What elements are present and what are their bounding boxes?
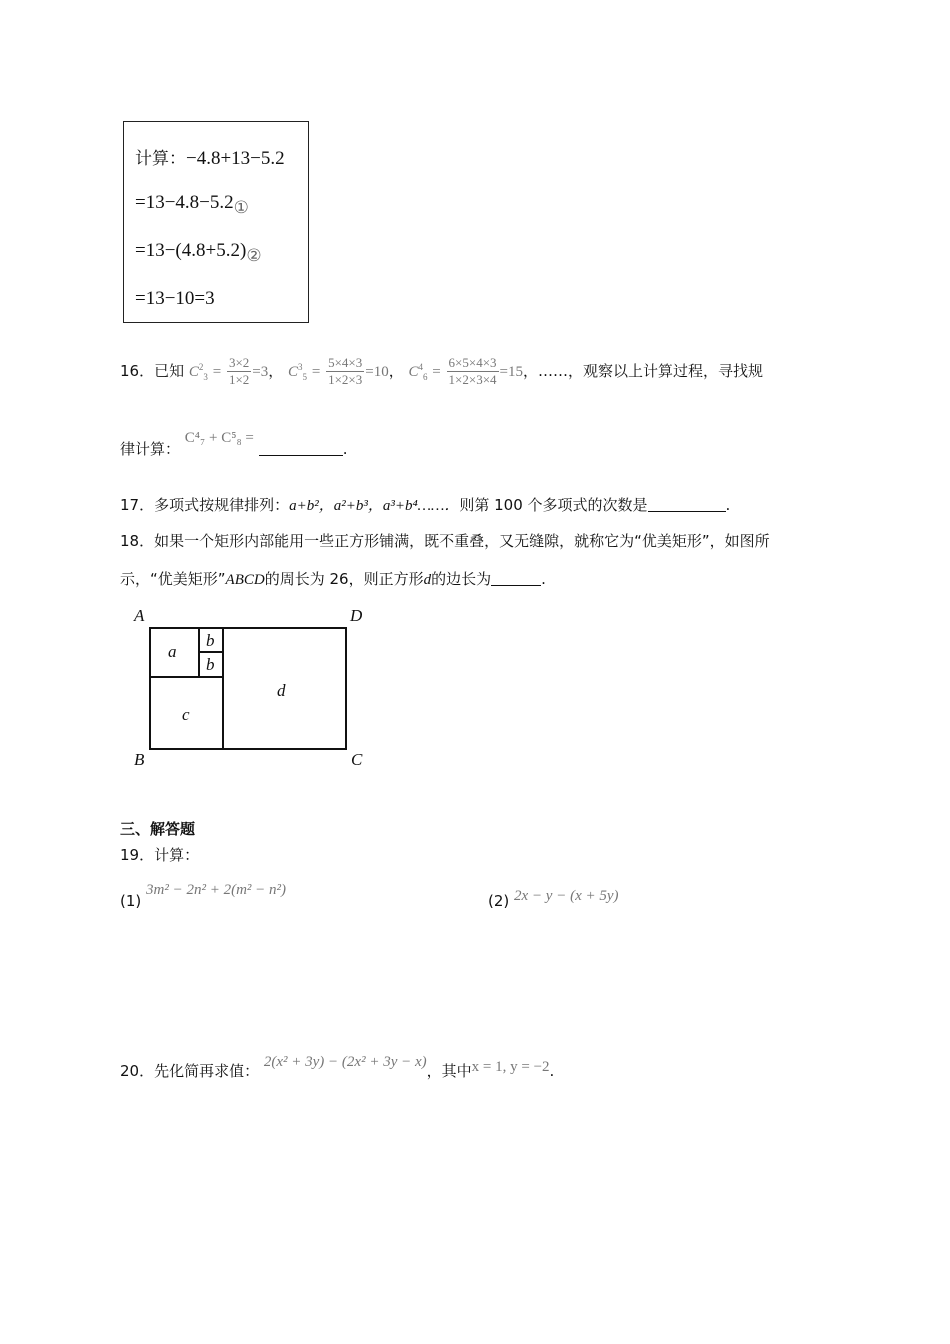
fraction-3: $\frac{6\times 5\times 4\times 3}{1\times 2\times 3\times 4}$	[448, 355, 497, 387]
calculation-box	[123, 121, 309, 323]
comb-c32: $C^2_3$	[188, 362, 208, 382]
label-c: c	[182, 705, 190, 724]
comb-c53: $C^3_5$	[288, 362, 308, 382]
label-b-top: b	[206, 631, 215, 650]
q20-expression: 2(x² + 3y) − (2x² + 3y − x)	[263, 1054, 427, 1070]
answer-blank-17[interactable]	[648, 497, 726, 512]
q16-end: .	[342, 440, 348, 458]
calc-line-1	[135, 144, 285, 170]
calc-line-2	[135, 192, 249, 218]
calc-step-2: =13−(4.8+5.2)	[135, 240, 247, 261]
question-16-line-1: 16．已知 $C^2_3$ = $\frac{3\times 2}{1\times 2}$ =3， $C^3_5$ = $\frac{5\times 4\times 3}{1\times 2\times 3}$ =10， $C^4_6$ = $\frac{6\times 5\times 4\times 3}{1\times 2\times 3\times 4}$ =15，……，观察以上计算过程，寻找规	[120, 355, 764, 387]
label-d: d	[277, 681, 286, 700]
fraction-2: $\frac{5\times 4\times 3}{1\times 2\times 3}$	[328, 355, 363, 387]
section-3-title: 三、解答题	[120, 820, 196, 838]
corner-b: B	[134, 750, 145, 769]
calc-label: 计算：	[135, 149, 186, 169]
q20-mid: ，其中	[426, 1062, 472, 1080]
label-b-bottom: b	[206, 655, 215, 674]
q16-number: 16．	[120, 362, 155, 380]
q16-tail: ，……，观察以上计算过程，寻找规	[523, 362, 764, 380]
q19-p2-label: (2)	[488, 892, 510, 910]
q18-d: d	[423, 572, 432, 588]
q19-p1-label: (1)	[120, 892, 142, 910]
q17-prefix: 17．多项式按规律排列：	[120, 496, 290, 514]
calc-step-3: =13−10=3	[135, 288, 215, 309]
q19-p2-expression: 2x − y − (x + 5y)	[514, 888, 619, 904]
q18-text-b: 的周长为 26，则正方形	[264, 570, 424, 588]
q17-end: .	[725, 496, 731, 514]
fraction-1: $\frac{3\times 2}{1\times 2}$	[228, 355, 250, 387]
question-19-part-1	[120, 882, 287, 911]
q16-line2-prefix: 律计算：	[120, 440, 181, 458]
corner-d: D	[350, 606, 363, 625]
result-2: =10	[365, 364, 389, 380]
calc-line-3	[135, 240, 262, 266]
q18-line-1: 18．如果一个矩形内部能用一些正方形铺满，既不重叠，又无缝隙，就称它为“优美矩形”，如图所	[120, 532, 770, 550]
q17-sequence: a+b²，a²+b³，a³+b⁴……．	[289, 498, 460, 514]
step-marker-1: ①	[233, 198, 249, 218]
result-1: =3	[252, 364, 269, 380]
question-19-title: 19．计算：	[120, 846, 200, 864]
q16-known: 已知	[154, 362, 185, 380]
q18-text-c: 的边长为	[431, 570, 492, 588]
question-19-part-2	[488, 888, 619, 911]
q20-condition: x = 1, y = −2	[471, 1059, 550, 1075]
q20-end: .	[549, 1062, 555, 1080]
q18-end: .	[541, 570, 546, 588]
corner-c: C	[351, 750, 363, 769]
question-20	[120, 1054, 555, 1081]
q20-prefix: 20．先化简再求值：	[120, 1062, 260, 1080]
calc-step-1: =13−4.8−5.2	[135, 192, 234, 213]
comb-c64: $C^4_6$	[408, 362, 428, 382]
q16-expression: C⁴₇ + C⁵₈ =	[184, 430, 254, 446]
result-3: =15	[499, 364, 524, 380]
question-18-line-2	[120, 568, 546, 589]
question-16-line-2	[120, 430, 348, 459]
question-17	[120, 494, 730, 515]
calc-line-4	[135, 288, 215, 310]
q17-suffix: 则第 100 个多项式的次数是	[459, 496, 648, 514]
step-marker-2: ②	[246, 246, 262, 266]
q18-text-a: 示，“优美矩形”	[120, 570, 226, 588]
label-a: a	[168, 642, 177, 661]
answer-blank-18[interactable]	[491, 571, 541, 586]
q18-abcd: ABCD	[225, 572, 265, 588]
q19-p1-expression: 3m² − 2n² + 2(m² − n²)	[146, 882, 287, 898]
corner-a: A	[134, 606, 145, 625]
question-18-line-1	[120, 530, 770, 551]
calc-expression: −4.8+13−5.2	[186, 148, 285, 169]
answer-blank-16[interactable]	[259, 441, 343, 456]
